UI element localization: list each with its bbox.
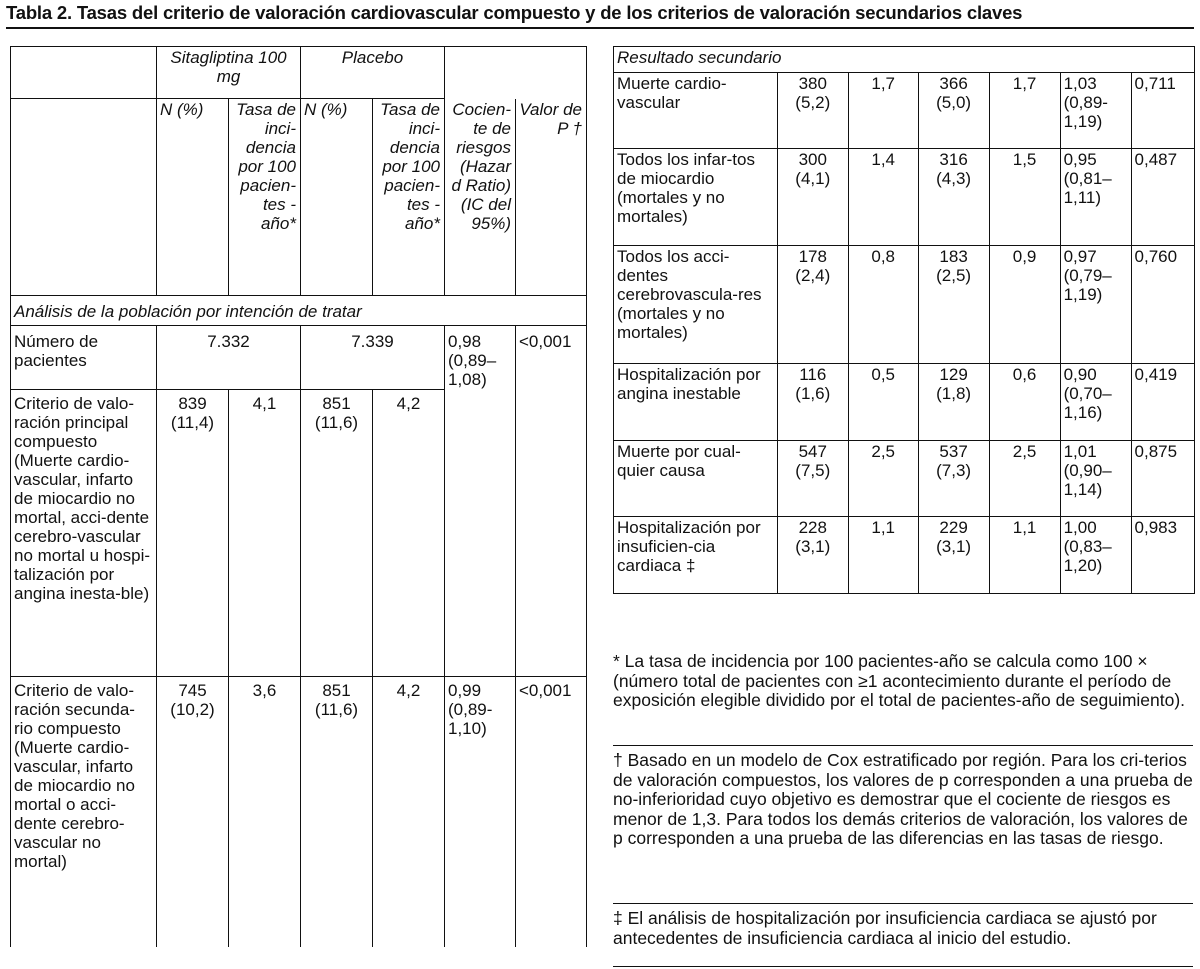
row-label: Muerte cardio-vascular: [614, 73, 778, 149]
p-value-cell: <0,001: [516, 677, 587, 947]
footnote-incidence-rate: * La tasa de incidencia por 100 pacientes-año se calcula como 100 × (número total de pacientes con ≥1 acontecimiento durante el período de exposición elegible dividido por el total de pacientes-año de seguimiento).: [613, 651, 1186, 710]
placebo-n-cell: 183 (2,5): [918, 246, 989, 364]
sita-n-cell: 300 (4,1): [777, 149, 848, 246]
sita-n-pct-header: N (%): [157, 99, 229, 296]
sita-n-cell: 116 (1,6): [777, 364, 848, 441]
secondary-section-label: Resultado secundario: [614, 47, 1195, 73]
empty-header-cell: [11, 99, 157, 296]
p-value-cell: 0,983: [1131, 517, 1194, 594]
sita-rate-cell: 2,5: [848, 441, 918, 517]
placebo-n-cell: 229 (3,1): [918, 517, 989, 594]
placebo-n-cell: 129 (1,8): [918, 364, 989, 441]
p-value-cell: 0,711: [1131, 73, 1194, 149]
footnote-divider: [613, 903, 1193, 904]
results-table-left: [10, 46, 587, 947]
hazard-ratio-cell: 1,00 (0,83–1,20): [1060, 517, 1131, 594]
sita-rate-header: Tasa de inci-dencia por 100 pacien-tes -año*: [229, 99, 301, 296]
sita-n-cell: 380 (5,2): [777, 73, 848, 149]
sita-rate-cell: 1,1: [848, 517, 918, 594]
placebo-header: Placebo: [301, 47, 445, 99]
sita-rate-cell: 4,1: [229, 390, 301, 677]
p-value-cell: 0,487: [1131, 149, 1194, 246]
sitagliptina-header: Sitagliptina 100 mg: [157, 47, 301, 99]
empty-header-cell: [445, 47, 587, 99]
row-label: Hospitalización por insuficien-cia cardiaca ‡: [614, 517, 778, 594]
sita-n-cell: 178 (2,4): [777, 246, 848, 364]
placebo-rate-cell: 4,2: [373, 390, 445, 677]
sita-n-cell: 7.332: [157, 326, 301, 390]
footnote-divider: [613, 745, 1193, 746]
placebo-n-cell: 7.339: [301, 326, 445, 390]
row-label: Hospitalización por angina inestable: [614, 364, 778, 441]
p-value-cell: 0,875: [1131, 441, 1194, 517]
placebo-n-pct-header: N (%): [301, 99, 373, 296]
footnote-cox-model: † Basado en un modelo de Cox estratificado por región. Para los cri-terios de valoración compuestos, los valores de p corresponden a una prueba de no-inferioridad cuyo objetivo es demostrar que el cociente de riesgos es menor de 1,3. Para todos los demás criterios de valoración, los valores de p corresponden a una prueba de las diferencias en las tasas de riesgo.: [613, 750, 1193, 848]
p-value-cell: <0,001: [516, 326, 587, 677]
placebo-rate-header: Tasa de inci-dencia por 100 pacien-tes -año*: [373, 99, 445, 296]
placebo-rate-cell: 0,9: [989, 246, 1060, 364]
sita-rate-cell: 0,5: [848, 364, 918, 441]
hazard-ratio-cell: 1,01 (0,90–1,14): [1060, 441, 1131, 517]
hazard-ratio-cell: 0,99 (0,89-1,10): [445, 677, 516, 947]
sita-n-cell: 228 (3,1): [777, 517, 848, 594]
results-table-right: [613, 46, 1195, 594]
row-label: Criterio de valo-ración principal compuesto (Muerte cardio-vascular, infarto de miocardio no mortal, acci-dente cerebro-vascular no mortal u hospi-talización por angina inesta-ble): [11, 390, 157, 677]
placebo-rate-cell: 1,5: [989, 149, 1060, 246]
placebo-n-cell: 366 (5,0): [918, 73, 989, 149]
hazard-ratio-cell: 1,03 (0,89-1,19): [1060, 73, 1131, 149]
sita-rate-cell: 1,7: [848, 73, 918, 149]
placebo-rate-cell: 1,1: [989, 517, 1060, 594]
hazard-ratio-cell: 0,95 (0,81–1,11): [1060, 149, 1131, 246]
p-value-cell: 0,760: [1131, 246, 1194, 364]
row-label: Número de pacientes: [11, 326, 157, 390]
row-label: Muerte por cual-quier causa: [614, 441, 778, 517]
footnote-heart-failure: ‡ El análisis de hospitalización por insuficiencia cardiaca se ajustó por antecedentes de insuficiencia cardiaca al inicio del estudio.: [613, 908, 1157, 948]
hazard-ratio-header: Cocien-te de riesgos (Hazar d Ratio) (IC del 95%): [445, 99, 516, 296]
sita-n-cell: 547 (7,5): [777, 441, 848, 517]
row-label: Criterio de valo-ración secunda-rio compuesto (Muerte cardio-vascular, infarto de miocardio no mortal o acci-dente cerebro-vascular no mortal): [11, 677, 157, 947]
placebo-rate-cell: 1,7: [989, 73, 1060, 149]
placebo-rate-cell: 0,6: [989, 364, 1060, 441]
placebo-n-cell: 316 (4,3): [918, 149, 989, 246]
title-rule: [6, 27, 1194, 29]
sita-n-cell: 839 (11,4): [157, 390, 229, 677]
sita-rate-cell: 3,6: [229, 677, 301, 947]
placebo-rate-cell: 4,2: [373, 677, 445, 947]
empty-header-cell: [11, 47, 157, 99]
p-value-cell: 0,419: [1131, 364, 1194, 441]
sita-rate-cell: 1,4: [848, 149, 918, 246]
placebo-n-cell: 851 (11,6): [301, 677, 373, 947]
sita-rate-cell: 0,8: [848, 246, 918, 364]
footnote-bottom-rule: [613, 966, 1193, 967]
sita-n-cell: 745 (10,2): [157, 677, 229, 947]
itt-section-label: Análisis de la población por intención de tratar: [11, 296, 587, 326]
row-label: Todos los infar-tos de miocardio (mortales y no mortales): [614, 149, 778, 246]
hazard-ratio-cell: 0,97 (0,79–1,19): [1060, 246, 1131, 364]
table-title: Tabla 2. Tasas del criterio de valoración cardiovascular compuesto y de los criterios de valoración secundarios claves: [6, 2, 1023, 23]
hazard-ratio-cell: 0,98 (0,89–1,08): [445, 326, 516, 677]
row-label: Todos los acci-dentes cerebrovascula-res (mortales y no mortales): [614, 246, 778, 364]
hazard-ratio-cell: 0,90 (0,70–1,16): [1060, 364, 1131, 441]
placebo-n-cell: 537 (7,3): [918, 441, 989, 517]
placebo-rate-cell: 2,5: [989, 441, 1060, 517]
placebo-n-cell: 851 (11,6): [301, 390, 373, 677]
p-value-header: Valor de P †: [516, 99, 587, 296]
